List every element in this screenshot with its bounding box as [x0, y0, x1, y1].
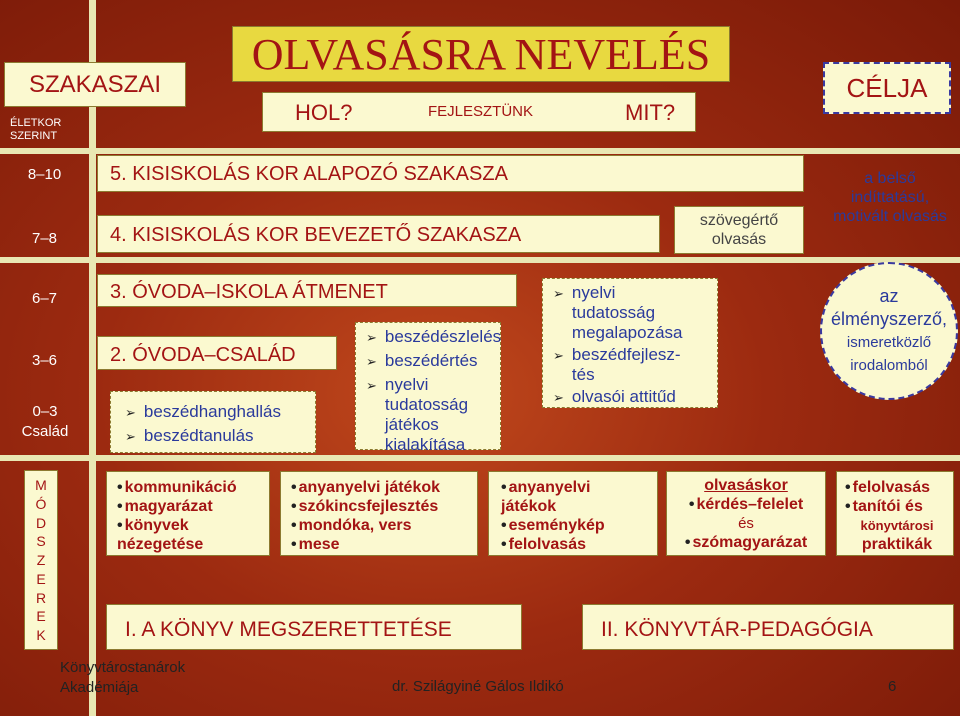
- celja-label: CÉLJA: [846, 72, 928, 103]
- part-2-label: II. KÖNYVTÁR-PEDAGÓGIA: [601, 618, 873, 641]
- list-item: • könyvek nézegetése: [117, 516, 237, 554]
- list-item: • felolvasás: [501, 535, 626, 554]
- list-item: • kommunikáció: [117, 478, 237, 497]
- list-item: ➢ beszédfejlesz-tés: [553, 345, 693, 385]
- family-skills-box: [110, 391, 316, 453]
- stage-5-box: [97, 155, 804, 192]
- divider-vertical: [89, 0, 96, 716]
- stage-4-box: [97, 215, 660, 253]
- part-1-label: I. A KÖNYV MEGSZERETTETÉSE: [125, 618, 452, 641]
- stage-4-label: 4. KISISKOLÁS KOR BEVEZETŐ SZAKASZA: [110, 224, 522, 246]
- stage-3-box: [97, 274, 517, 307]
- part-1-banner: [106, 604, 522, 650]
- list-item: • anyanyelvi játékok: [501, 478, 626, 516]
- stage-2-label: 2. ÓVODA–CSALÁD: [110, 344, 296, 366]
- list-item: • szókincsfejlesztés: [291, 497, 440, 516]
- list-item: ➢ beszédészlelés: [366, 327, 501, 348]
- age-6-7: 6–7: [31, 289, 58, 307]
- header-left-subtitle: ÉLETKOR SZERINT: [10, 117, 62, 142]
- footer-page-number: 6: [888, 678, 897, 695]
- list-item: • magyarázat: [117, 497, 237, 516]
- age-8-10: 8–10: [27, 165, 62, 183]
- methods-box-5: • felolvasás • tanítói és könyvtárosi praktikák: [836, 471, 954, 556]
- footer-org: Könyvtárostanárok Akadémiája: [60, 659, 186, 696]
- family-skills-list: [125, 400, 281, 448]
- list-item: ➢ olvasói attitűd: [553, 387, 703, 408]
- celja-box: [823, 62, 951, 114]
- stage-2-box: [97, 336, 337, 370]
- methods-box-3: [488, 471, 658, 556]
- question-fejlesztunk: FEJLESZTÜNK: [428, 103, 534, 120]
- list-item: • mondóka, vers: [291, 516, 440, 535]
- question-mit: MIT?: [625, 100, 676, 125]
- list-item: • mese: [291, 535, 440, 554]
- age-3-6: 3–6: [31, 351, 58, 369]
- header-left-box: [4, 62, 186, 107]
- methods-box-2: [280, 471, 478, 556]
- list-item: ➢ nyelvi tudatosság megalapozása: [553, 283, 703, 343]
- age-7-8: 7–8: [31, 229, 58, 247]
- main-title: OLVASÁSRA NEVELÉS: [251, 29, 711, 79]
- list-item: ➢ beszédtanulás: [125, 424, 281, 448]
- list-item: • eseménykép: [501, 516, 626, 535]
- methods-box-4: olvasáskor • kérdés–felelet és • szómagyarázat: [666, 471, 826, 556]
- part-2-banner: [582, 604, 954, 650]
- szovegerto-box: szövegértő olvasás: [674, 206, 804, 254]
- ovoda-skills-box: [355, 322, 502, 454]
- goal-top: a belső indíttatású, motivált olvasás: [833, 169, 947, 225]
- list-item: ➢ nyelvi tudatosság játékos kialakítása: [366, 375, 474, 455]
- ovoda-skills-list: [366, 327, 501, 455]
- divider-top: [0, 148, 960, 154]
- question-hol: HOL?: [295, 100, 353, 125]
- header-left-title: SZAKASZAI: [28, 70, 162, 98]
- divider-bottom: [0, 455, 960, 461]
- methods-box-1: [106, 471, 270, 556]
- footer-author: dr. Szilágyiné Gálos Ildikó: [392, 678, 564, 695]
- age-0-3-family: 0–3 Család: [21, 403, 69, 440]
- methods-vertical-label: M Ó D S Z E R E K: [24, 470, 58, 650]
- divider-middle: [0, 257, 960, 263]
- transition-skills-box: [542, 278, 718, 408]
- stage-3-label: 3. ÓVODA–ISKOLA ÁTMENET: [110, 281, 388, 303]
- list-item: ➢ beszédhanghallás: [125, 400, 281, 424]
- stage-5-label: 5. KISISKOLÁS KOR ALAPOZÓ SZAKASZA: [110, 163, 508, 185]
- goal-circle: az élményszerző, ismeretközlő irodalomból: [820, 262, 958, 400]
- list-item: • anyanyelvi játékok: [291, 478, 440, 497]
- list-item: ➢ beszédértés: [366, 351, 501, 372]
- transition-skills-list: [553, 283, 703, 408]
